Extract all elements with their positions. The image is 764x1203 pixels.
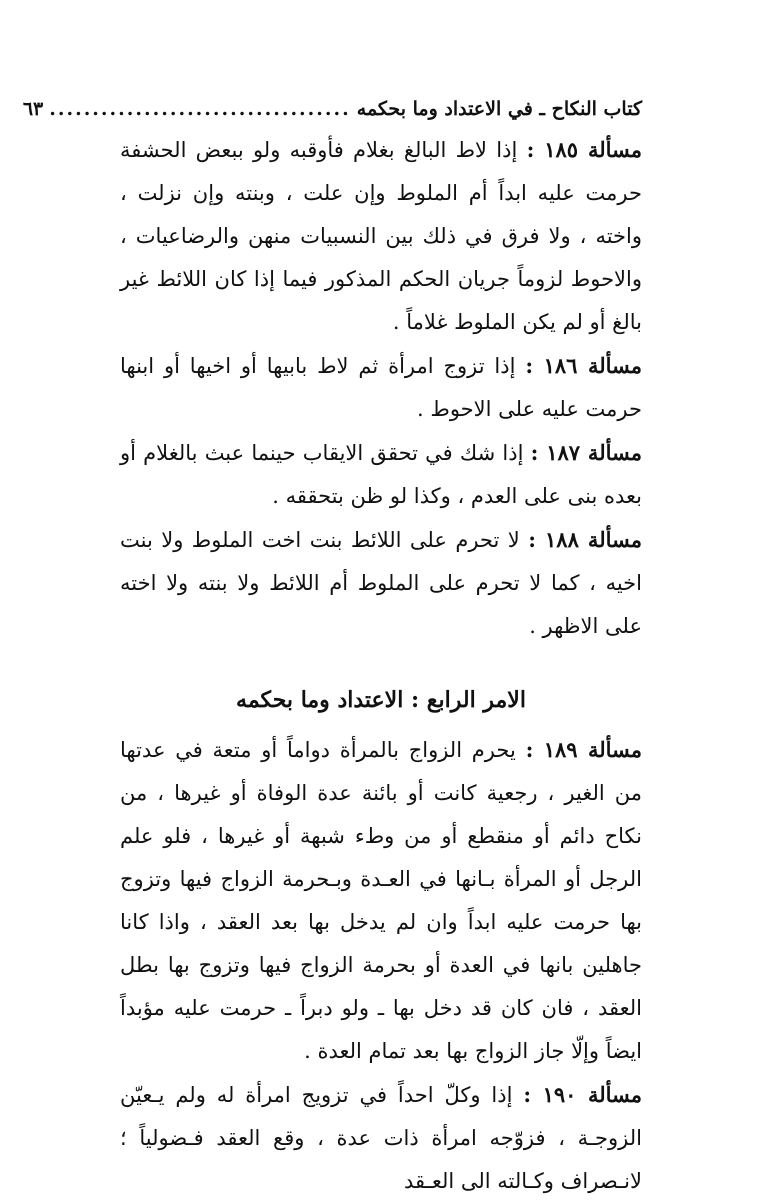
- masala-label: مسألة ١٨٥ :: [526, 137, 642, 162]
- header-leader-dots: ...................................: [49, 98, 351, 120]
- paragraph-group-2: [120, 728, 642, 1203]
- masala-text: إذا تزوج امرأة ثم لاط بابيها أو اخيها أو ابنها حرمت عليه على الاحوط .: [120, 354, 642, 421]
- running-header: [22, 96, 642, 128]
- section-heading: الامر الرابع : الاعتداد وما بحكمه: [236, 687, 526, 713]
- masala-text: يحرم الزواج بالمرأة دواماً أو متعة في عدتها من الغير ، رجعية كانت أو بائنة عدة الوفاة أو غيرها ، من نكاح دائم أو منقطع أو من وطء شبهة أو غيرها ، فلو علم الرجل أو المرأة بـانها في العـدة وبـحرمة الزواج فيها وتزوج بها حرمت عليه ابداً وان لم يدخل بها بعد العقد ، واذا كانا جاهلين بانها في العدة أو بحرمة الزواج فيها وتزوج بها بطل العقد ، فان كان قد دخل بها ـ ولو دبراً ـ حرمت عليه مؤبداً ايضاً وإلّا جاز الزواج بها بعد تمام العدة .: [120, 738, 642, 1063]
- paragraph-masala-186: [120, 344, 642, 431]
- masala-label: مسألة ١٨٦ :: [525, 353, 642, 378]
- paragraph-masala-187: [120, 431, 642, 518]
- masala-label: مسألة ١٩٠ :: [523, 1082, 642, 1107]
- paragraph-masala-190: [120, 1073, 642, 1203]
- masala-label: مسألة ١٨٧ :: [530, 440, 642, 465]
- header-title: كتاب النكاح ـ في الاعتداد وما بحكمه: [356, 98, 642, 120]
- paragraph-group-1: [120, 128, 642, 648]
- masala-text: إذا لاط البالغ بغلام فأوقبه ولو ببعض الحشفة حرمت عليه ابداً أم الملوط وإن علت ، وبنته وإن نزلت ، واخته ، ولا فرق في ذلك بين النسبيات منهن والرضاعيات ، والاحوط لزوماً جريان الحكم المذكور فيما إذا كان اللائط غير بالغ أو لم يكن الملوط غلاماً .: [120, 138, 642, 334]
- masala-label: مسألة ١٨٨ :: [528, 527, 642, 552]
- section-spacer: [120, 648, 642, 678]
- masala-text: لا تحرم على اللائط بنت اخت الملوط ولا بنت اخيه ، كما لا تحرم على الملوط أم اللائط ولا بنته ولا اخته على الاظهر .: [120, 528, 642, 638]
- masala-text: إذا شك في تحقق الايقاب حينما عبث بالغلام أو بعده بنى على العدم ، وكذا لو ظن بتحققه .: [120, 441, 642, 508]
- paragraph-masala-185: [120, 128, 642, 344]
- paragraph-masala-189: [120, 728, 642, 1073]
- paragraph-masala-188: [120, 518, 642, 648]
- page-number: ٦٣: [22, 98, 44, 120]
- masala-text: إذا وكلّ احداً في تزويج امرأة له ولم يـعيّن الزوجـة ، فزوّجه امرأة ذات عدة ، وقع العقد فـضولياً ؛ لانـصراف وكـالته الى العـقد: [120, 1083, 642, 1193]
- masala-label: مسألة ١٨٩ :: [525, 737, 642, 762]
